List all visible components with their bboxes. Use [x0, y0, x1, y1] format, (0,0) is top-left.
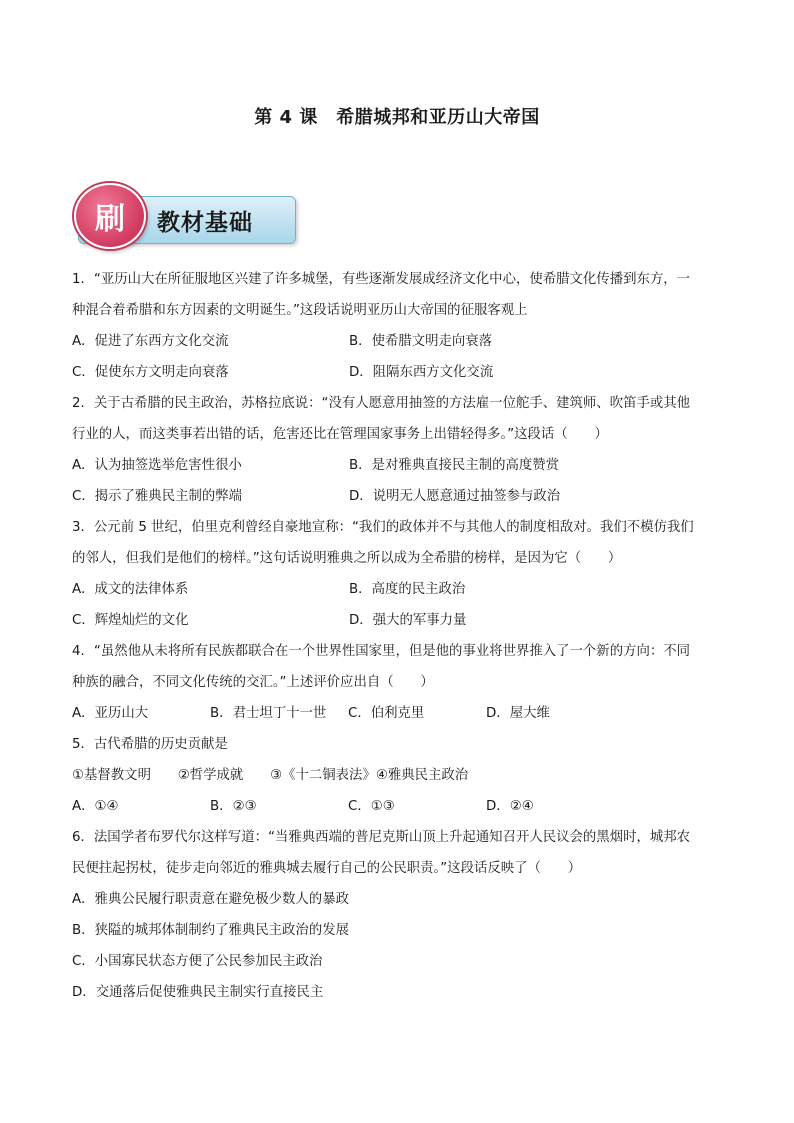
page-title: 第 4 课 希腊城邦和亚历山大帝国: [254, 107, 540, 128]
question-text: 种族的融合，不同文化传统的交汇。”上述评价应出自（ ）: [72, 675, 434, 690]
option-a: A．促进了东西方文化交流: [72, 334, 229, 349]
option-d: D．屋大维: [486, 706, 550, 721]
section-banner: [74, 183, 296, 249]
option-row: [72, 698, 732, 729]
question-3: [72, 512, 732, 636]
option-c: C．伯利克里: [348, 706, 425, 721]
option-d: D．阻隔东西方文化交流: [349, 365, 494, 380]
option-row: [72, 326, 732, 357]
question-text: 6．法国学者布罗代尔这样写道：“当雅典西端的普尼克斯山顶上升起通知召开人民议会的黑烟时，城邦农: [72, 830, 691, 845]
option-c: C．揭示了雅典民主制的弊端: [72, 489, 243, 504]
option-b: B．狭隘的城邦体制制约了雅典民主政治的发展: [72, 923, 349, 938]
option-b: B．君士坦丁十一世: [210, 706, 327, 721]
option-b: B．使希腊文明走向衰落: [349, 334, 493, 349]
option-c: C．辉煌灿烂的文化: [72, 613, 189, 628]
question-1: [72, 264, 732, 388]
option-row: [72, 791, 732, 822]
question-4: [72, 636, 732, 729]
question-text: 行业的人，而这类事若出错的话，危害还比在管理国家事务上出错轻得多。”这段话（ ）: [72, 427, 608, 442]
option-a: A．亚历山大: [72, 706, 149, 721]
question-text: 1．“亚历山大在所征服地区兴建了许多城堡，有些逐渐发展成经济文化中心，使希腊文化传播到东方，一: [72, 272, 691, 287]
question-6: [72, 822, 732, 1008]
option-a: A．①④: [72, 799, 119, 814]
option-d: D．说明无人愿意通过抽签参与政治: [349, 489, 561, 504]
question-text: 的邻人，但我们是他们的榜样。”这句话说明雅典之所以成为全希腊的榜样，是因为它（ ）: [72, 551, 622, 566]
option-b: B．是对雅典直接民主制的高度赞赏: [349, 458, 560, 473]
option-b: B．高度的民主政治: [349, 582, 466, 597]
option-c: C．①③: [348, 799, 395, 814]
option-d: D．交通落后促使雅典民主制实行直接民主: [72, 985, 324, 1000]
option-row: [72, 574, 732, 605]
option-d: D．②④: [486, 799, 534, 814]
question-list: [72, 264, 732, 1008]
question-text: 民便拄起拐杖，徒步走向邻近的雅典城去履行自己的公民职责。”这段话反映了（ ）: [72, 861, 582, 876]
option-row: [72, 481, 732, 512]
option-a: A．雅典公民履行职责意在避免极少数人的暴政: [72, 892, 349, 907]
option-b: B．②③: [210, 799, 257, 814]
option-a: A．成文的法律体系: [72, 582, 189, 597]
option-d: D．强大的军事力量: [349, 613, 467, 628]
question-2: [72, 388, 732, 512]
option-row: [72, 605, 732, 636]
banner-badge: 刷: [74, 183, 146, 249]
option-c: C．促使东方文明走向衰落: [72, 365, 229, 380]
banner-label: 教材基础: [157, 209, 253, 236]
question-text: 3．公元前 5 世纪，伯里克利曾经自豪地宣称：“我们的政体并不与其他人的制度相敌对。我们不模仿我们: [72, 520, 694, 535]
question-text: 2．关于古希腊的民主政治，苏格拉底说：“没有人愿意用抽签的方法雇一位舵手、建筑师、吹笛手或其他: [72, 396, 691, 411]
option-row: [72, 357, 732, 388]
question-text: 5．古代希腊的历史贡献是: [72, 737, 228, 752]
question-text: 种混合着希腊和东方因素的文明诞生。”这段话说明亚历山大帝国的征服客观上: [72, 303, 528, 318]
option-c: C．小国寡民状态方便了公民参加民主政治: [72, 954, 323, 969]
option-row: [72, 450, 732, 481]
question-text: 4．“虽然他从未将所有民族都联合在一个世界性国家里，但是他的事业将世界推入了一个新的方向：不同: [72, 644, 691, 659]
option-a: A．认为抽签选举危害性很小: [72, 458, 242, 473]
question-statements: ①基督教文明 ②哲学成就 ③《十二铜表法》④雅典民主政治: [72, 768, 469, 783]
question-5: [72, 729, 732, 822]
